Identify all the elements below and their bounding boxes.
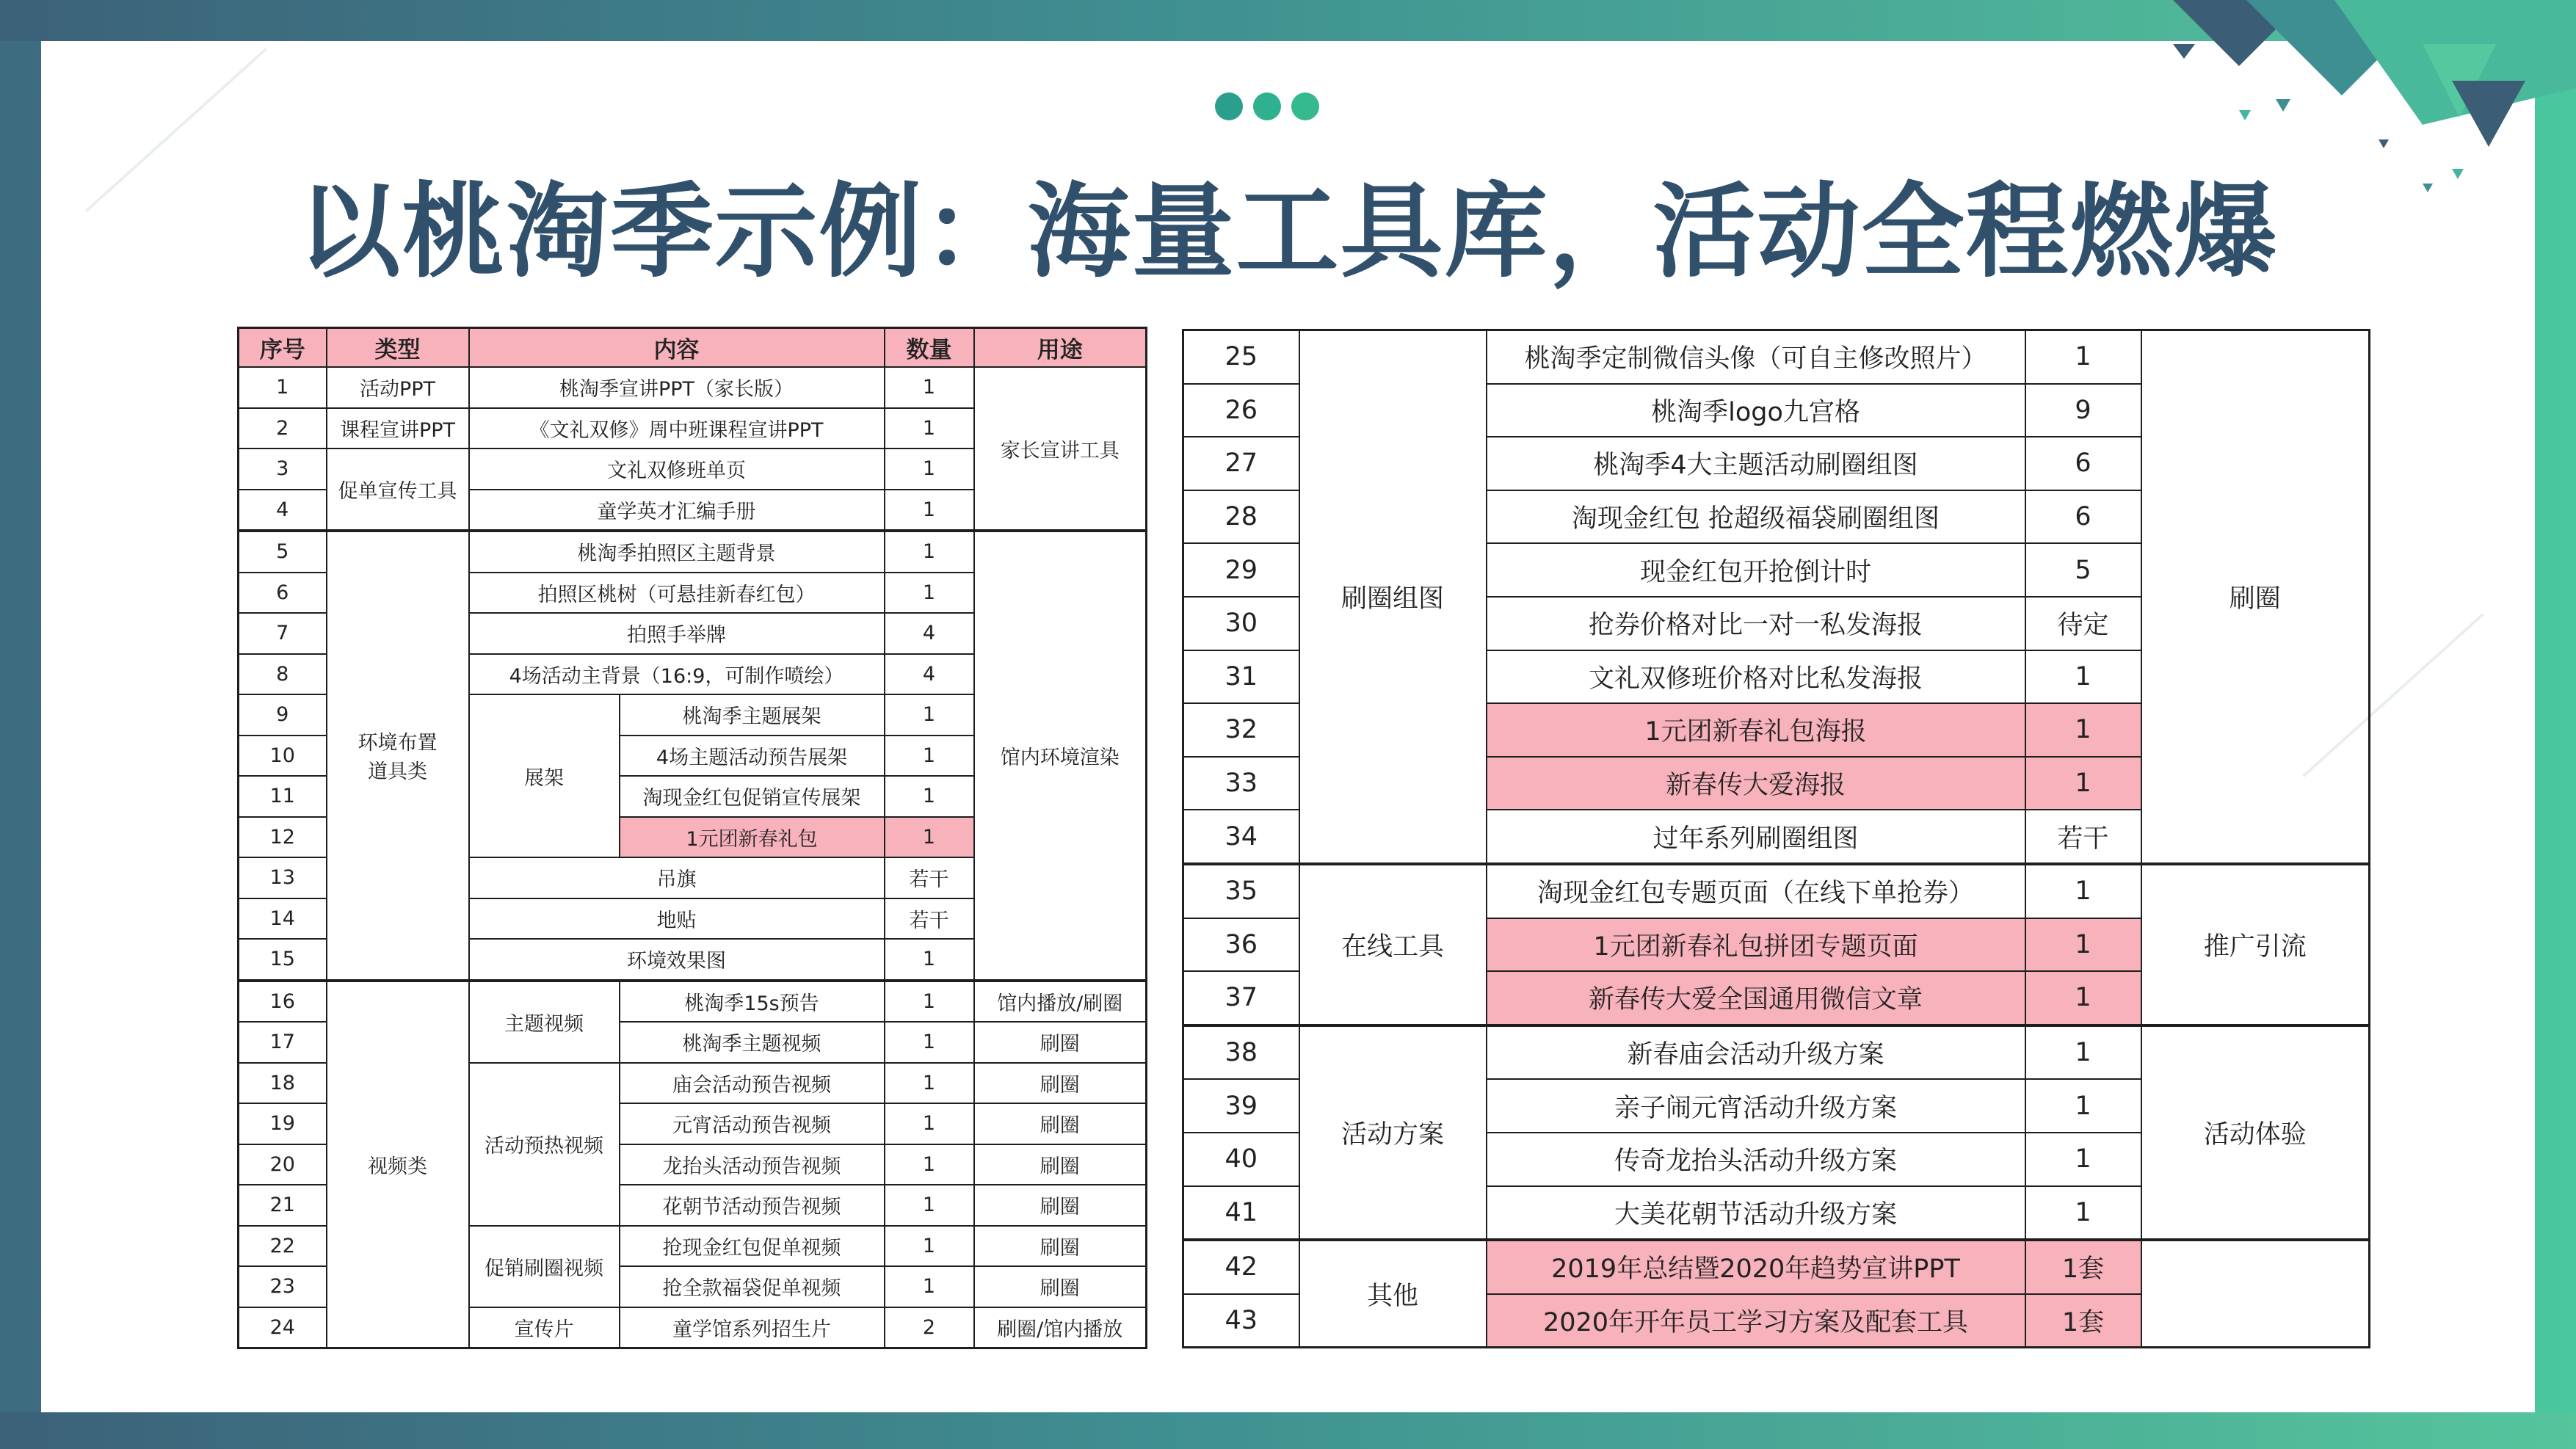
row-number: 41 [1183,1186,1299,1241]
type-cell: 刷圈组图 [1299,330,1487,864]
qty-cell: 1 [885,573,974,614]
content-cell: 传奇龙抬头活动升级方案 [1487,1133,2025,1186]
content-cell: 元宵活动预告视频 [620,1103,885,1144]
row-number: 16 [239,981,327,1023]
qty-cell: 1 [885,408,974,449]
frame-bottom [0,1412,2576,1449]
subtype-cell: 宣传片 [469,1307,620,1348]
content-cell: 花朝节活动预告视频 [620,1185,885,1226]
row-number: 29 [1183,543,1299,597]
row-number: 10 [239,736,327,777]
row-number: 35 [1183,864,1299,918]
content-cell-highlighted: 新春传大爱全国通用微信文章 [1487,971,2025,1025]
row-number: 31 [1183,650,1299,704]
row-number: 9 [239,694,327,736]
decor-dots [1215,92,1319,120]
content-cell: 抢现金红包促单视频 [620,1226,885,1267]
use-cell: 家长宣讲工具 [974,367,1147,531]
row-number: 12 [239,817,327,858]
header-cell: 用途 [974,328,1147,368]
content-cell: 新春庙会活动升级方案 [1487,1025,2025,1080]
row-number: 17 [239,1022,327,1063]
row-number: 5 [239,531,327,573]
content-cell-highlighted: 2020年开年员工学习方案及配套工具 [1487,1294,2025,1348]
right-table [1182,329,2370,1348]
use-cell: 刷圈 [974,1185,1147,1226]
content-cell-highlighted: 1元团新春礼包海报 [1487,703,2025,757]
qty-cell: 1 [2025,864,2141,918]
content-cell: 吊旗 [469,857,885,898]
row-number: 33 [1183,757,1299,810]
content-cell: 桃淘季定制微信头像（可自主修改照片） [1487,330,2025,384]
qty-cell: 1 [885,736,974,777]
type-cell: 促单宣传工具 [327,448,469,531]
row-number: 37 [1183,971,1299,1025]
row-number: 38 [1183,1025,1299,1080]
qty-cell: 1 [885,939,974,981]
qty-cell-highlighted: 1 [2025,971,2141,1025]
content-cell: 《文礼双修》周中班课程宣讲PPT [469,408,885,449]
table-row [1183,1025,2370,1080]
content-cell: 抢券价格对比一对一私发海报 [1487,597,2025,650]
content-cell: 拍照手举牌 [469,613,885,654]
qty-cell: 1 [885,490,974,531]
row-number: 18 [239,1063,327,1104]
use-cell: 推广引流 [2141,864,2370,1025]
content-cell: 文礼双修班单页 [469,448,885,490]
content-cell: 4场主题活动预告展架 [620,736,885,777]
qty-cell: 1 [2025,650,2141,704]
content-cell: 桃淘季logo九宫格 [1487,384,2025,437]
table-row [1183,330,2370,384]
use-cell: 活动体验 [2141,1025,2370,1240]
content-cell: 桃淘季宣讲PPT（家长版） [469,367,885,408]
qty-cell: 1 [885,1185,974,1226]
use-cell: 刷圈 [974,1226,1147,1267]
header-cell: 数量 [885,328,974,368]
type-cell: 其他 [1299,1240,1487,1348]
row-number: 24 [239,1307,327,1348]
row-number: 1 [239,367,327,408]
qty-cell-highlighted: 1 [2025,918,2141,972]
subtype-cell: 展架 [469,694,620,857]
header-cell: 序号 [239,328,327,368]
row-number: 43 [1183,1294,1299,1348]
content-cell: 淘现金红包 抢超级福袋刷圈组图 [1487,490,2025,544]
subtype-cell: 活动预热视频 [469,1063,620,1226]
row-number: 30 [1183,597,1299,650]
qty-cell: 1 [2025,1186,2141,1241]
qty-cell-highlighted: 1套 [2025,1240,2141,1294]
qty-cell: 1 [885,448,974,490]
qty-cell: 1 [885,367,974,408]
row-number: 11 [239,776,327,817]
row-number: 36 [1183,918,1299,972]
content-cell-highlighted: 1元团新春礼包拼团专题页面 [1487,918,2025,972]
content-cell: 地贴 [469,898,885,940]
qty-cell: 1 [885,531,974,573]
row-number: 42 [1183,1240,1299,1294]
content-cell: 淘现金红包促销宣传展架 [620,776,885,817]
qty-cell: 1 [885,1103,974,1144]
qty-cell: 4 [885,613,974,654]
header-cell: 类型 [327,328,469,368]
row-number: 25 [1183,330,1299,384]
row-number: 19 [239,1103,327,1144]
content-cell: 抢全款福袋促单视频 [620,1266,885,1307]
qty-cell-highlighted: 1 [2025,757,2141,810]
qty-cell: 5 [2025,543,2141,597]
row-number: 27 [1183,437,1299,490]
content-cell: 现金红包开抢倒计时 [1487,543,2025,597]
qty-cell: 1 [2025,1133,2141,1186]
content-cell: 4场活动主背景（16:9，可制作喷绘） [469,654,885,695]
qty-cell: 1 [885,694,974,736]
content-cell: 桃淘季主题展架 [620,694,885,736]
row-number: 21 [239,1185,327,1226]
table-row [1183,864,2370,918]
use-cell: 馆内环境渲染 [974,531,1147,981]
type-cell: 活动方案 [1299,1025,1487,1240]
page-title: 以桃淘季示例：海量工具库，活动全程燃爆 [297,172,2279,292]
content-cell: 拍照区桃树（可悬挂新春红包） [469,573,885,614]
qty-cell: 1 [885,1063,974,1104]
row-number: 40 [1183,1133,1299,1186]
row-number: 34 [1183,810,1299,864]
qty-cell: 1 [885,776,974,817]
content-cell-highlighted: 1元团新春礼包 [620,817,885,858]
content-cell: 龙抬头活动预告视频 [620,1144,885,1185]
table-row [1183,1240,2370,1294]
qty-cell: 9 [2025,384,2141,437]
content-cell: 环境效果图 [469,939,885,981]
qty-cell: 6 [2025,490,2141,544]
row-number: 14 [239,898,327,940]
content-cell: 庙会活动预告视频 [620,1063,885,1104]
content-cell: 亲子闹元宵活动升级方案 [1487,1079,2025,1133]
content-cell: 桃淘季拍照区主题背景 [469,531,885,573]
row-number: 15 [239,939,327,981]
use-cell: 刷圈 [974,1144,1147,1185]
row-number: 26 [1183,384,1299,437]
type-cell: 视频类 [327,981,469,1348]
row-number: 32 [1183,703,1299,757]
row-number: 13 [239,857,327,898]
header-cell: 内容 [469,328,885,368]
content-cell: 过年系列刷圈组图 [1487,810,2025,864]
qty-cell-highlighted: 1套 [2025,1294,2141,1348]
qty-cell: 若干 [885,857,974,898]
left-table [237,327,1147,1349]
dot [1291,92,1319,120]
content-cell: 淘现金红包专题页面（在线下单抢券） [1487,864,2025,918]
qty-cell: 1 [2025,330,2141,384]
subtype-cell: 主题视频 [469,981,620,1063]
content-cell-highlighted: 新春传大爱海报 [1487,757,2025,810]
qty-cell: 1 [885,981,974,1023]
use-cell: 刷圈 [2141,330,2370,864]
table-row [239,367,1147,408]
qty-cell: 6 [2025,437,2141,490]
row-number: 8 [239,654,327,695]
qty-cell: 1 [885,1144,974,1185]
content-cell: 桃淘季4大主题活动刷圈组图 [1487,437,2025,490]
qty-cell: 若干 [2025,810,2141,864]
content-cell: 童学英才汇编手册 [469,490,885,531]
qty-cell: 1 [2025,1025,2141,1080]
row-number: 3 [239,448,327,490]
use-cell: 刷圈/馆内播放 [974,1307,1147,1348]
table-row [239,531,1147,573]
row-number: 22 [239,1226,327,1267]
dot [1215,92,1243,120]
use-cell: 刷圈 [974,1022,1147,1063]
row-number: 39 [1183,1079,1299,1133]
type-cell: 在线工具 [1299,864,1487,1025]
type-cell: 环境布置道具类 [327,531,469,981]
content-cell-highlighted: 2019年总结暨2020年趋势宣讲PPT [1487,1240,2025,1294]
row-number: 23 [239,1266,327,1307]
row-number: 2 [239,408,327,449]
use-cell: 刷圈 [974,1103,1147,1144]
use-cell [2141,1240,2370,1348]
content-cell: 文礼双修班价格对比私发海报 [1487,650,2025,704]
qty-cell: 2 [885,1307,974,1348]
qty-cell: 4 [885,654,974,695]
qty-cell-highlighted: 1 [2025,703,2141,757]
qty-cell: 1 [885,1022,974,1063]
row-number: 20 [239,1144,327,1185]
type-cell: 活动PPT [327,367,469,408]
qty-cell: 1 [885,1226,974,1267]
type-cell: 课程宣讲PPT [327,408,469,449]
qty-cell: 待定 [2025,597,2141,650]
row-number: 7 [239,613,327,654]
use-cell: 馆内播放/刷圈 [974,981,1147,1023]
table-header [239,328,1147,368]
use-cell: 刷圈 [974,1266,1147,1307]
qty-cell: 1 [885,1266,974,1307]
qty-cell: 1 [2025,1079,2141,1133]
qty-cell: 若干 [885,898,974,940]
use-cell: 刷圈 [974,1063,1147,1104]
content-cell: 桃淘季15s预告 [620,981,885,1023]
table-row [239,981,1147,1023]
content-cell: 大美花朝节活动升级方案 [1487,1186,2025,1241]
dot [1253,92,1281,120]
row-number: 6 [239,573,327,614]
row-number: 4 [239,490,327,531]
content-cell: 桃淘季主题视频 [620,1022,885,1063]
content-cell: 童学馆系列招生片 [620,1307,885,1348]
row-number: 28 [1183,490,1299,544]
qty-cell-highlighted: 1 [885,817,974,858]
subtype-cell: 促销刷圈视频 [469,1226,620,1307]
